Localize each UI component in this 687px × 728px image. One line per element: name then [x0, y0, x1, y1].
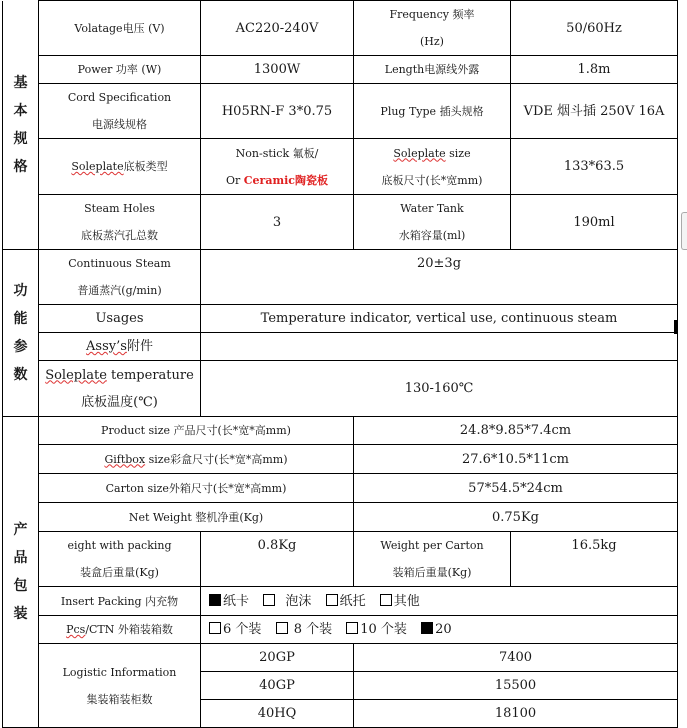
- power-value: 1300W: [201, 56, 354, 84]
- length-value: 1.8m: [511, 56, 678, 84]
- plug-value: VDE 烟斗插 250V 16A: [511, 84, 678, 139]
- voltage-value: AC220-240V: [201, 1, 354, 56]
- insert-option-foam: 泡沫: [263, 594, 311, 609]
- insert-option-other: 其他: [380, 594, 420, 609]
- checkbox-unchecked-icon: [263, 594, 275, 606]
- checkbox-unchecked-icon: [346, 622, 358, 634]
- checkbox-checked-icon: [209, 594, 221, 606]
- pcs-option-20: 20: [421, 622, 452, 637]
- checkbox-checked-icon: [421, 622, 433, 634]
- logistic-label: Logistic Information 集装箱装柜数: [39, 644, 201, 728]
- assy-value: [201, 333, 678, 361]
- plug-label: Plug Type 插头规格: [354, 84, 511, 139]
- insert-packing-options: [201, 587, 678, 616]
- cord-value: H05RN-F 3*0.75: [201, 84, 354, 139]
- carton-size-value: 57*54.5*24cm: [354, 474, 678, 503]
- packed-weight-label: eight with packing 装盒后重量(Kg): [39, 532, 201, 587]
- product-size-label: Product size 产品尺寸(长*宽*高mm): [39, 417, 354, 445]
- soleplate-type-label: Soleplate底板类型: [39, 139, 201, 195]
- section-package-label: 产 品 包 装: [3, 417, 39, 728]
- checkbox-unchecked-icon: [209, 622, 221, 634]
- water-tank-label: Water Tank 水箱容量(ml): [354, 195, 511, 250]
- usages-value: Temperature indicator, vertical use, continuous steam: [201, 305, 678, 333]
- insert-option-paper-tray: 纸托: [326, 594, 366, 609]
- pcs-per-carton-label: Pcs/CTN 外箱装箱数: [39, 616, 201, 644]
- soleplate-temp-value: 130-160℃: [201, 361, 678, 417]
- usages-label: Usages: [39, 305, 201, 333]
- checkbox-unchecked-icon: [380, 594, 392, 606]
- pcs-option-10: 10 个装: [346, 622, 407, 637]
- container-type: 20GP: [201, 644, 354, 672]
- frequency-label: Frequency 频率 (Hz): [354, 1, 511, 56]
- steam-holes-value: 3: [201, 195, 354, 250]
- pcs-option-6: 6 个装: [209, 622, 261, 637]
- assy-label: Assy’s附件: [39, 333, 201, 361]
- soleplate-size-label: Soleplate size 底板尺寸(长*宽mm): [354, 139, 511, 195]
- insert-packing-label: Insert Packing 内充物: [39, 587, 201, 616]
- container-type: 40GP: [201, 672, 354, 700]
- product-size-value: 24.8*9.85*7.4cm: [354, 417, 678, 445]
- continuous-steam-label: Continuous Steam 普通蒸汽(g/min): [39, 250, 201, 305]
- carton-weight-label: Weight per Carton 装箱后重量(Kg): [354, 532, 511, 587]
- net-weight-value: 0.75Kg: [354, 503, 678, 532]
- checkbox-unchecked-icon: [276, 622, 288, 634]
- frequency-value: 50/60Hz: [511, 1, 678, 56]
- length-label: Length电源线外露: [354, 56, 511, 84]
- pcs-option-8: 8 个装: [276, 622, 333, 637]
- packed-weight-value: 0.8Kg: [201, 532, 354, 587]
- cord-label: Cord Specification 电源线规格: [39, 84, 201, 139]
- water-tank-value: 190ml: [511, 195, 678, 250]
- insert-option-paper-card: 纸卡: [209, 594, 249, 609]
- carton-weight-value: 16.5kg: [511, 532, 678, 587]
- container-qty: 18100: [354, 700, 678, 728]
- continuous-steam-value: 20±3g: [201, 250, 678, 305]
- pcs-per-carton-options: [201, 616, 678, 644]
- giftbox-size-value: 27.6*10.5*11cm: [354, 445, 678, 474]
- section-function-label: 功 能 参 数: [3, 250, 39, 417]
- carton-size-label: Carton size外箱尺寸(长*宽*高mm): [39, 474, 354, 503]
- soleplate-size-value: 133*63.5: [511, 139, 678, 195]
- giftbox-size-label: Giftbox size彩盒尺寸(长*宽*高mm): [39, 445, 354, 474]
- side-scroll-handle[interactable]: [681, 212, 687, 250]
- text-cursor-mark: [674, 320, 677, 334]
- container-qty: 7400: [354, 644, 678, 672]
- checkbox-unchecked-icon: [326, 594, 338, 606]
- steam-holes-label: Steam Holes 底板蒸汽孔总数: [39, 195, 201, 250]
- power-label: Power 功率 (W): [39, 56, 201, 84]
- container-qty: 15500: [354, 672, 678, 700]
- section-basic-label: 基 本 规 格: [3, 1, 39, 250]
- soleplate-temp-label: Soleplate temperature 底板温度(℃): [39, 361, 201, 417]
- spec-table: [2, 0, 678, 728]
- net-weight-label: Net Weight 整机净重(Kg): [39, 503, 354, 532]
- container-type: 40HQ: [201, 700, 354, 728]
- voltage-label: Volatage电压 (V): [39, 1, 201, 56]
- soleplate-type-value: Non-stick 氟板/ Or Ceramic陶瓷板: [201, 139, 354, 195]
